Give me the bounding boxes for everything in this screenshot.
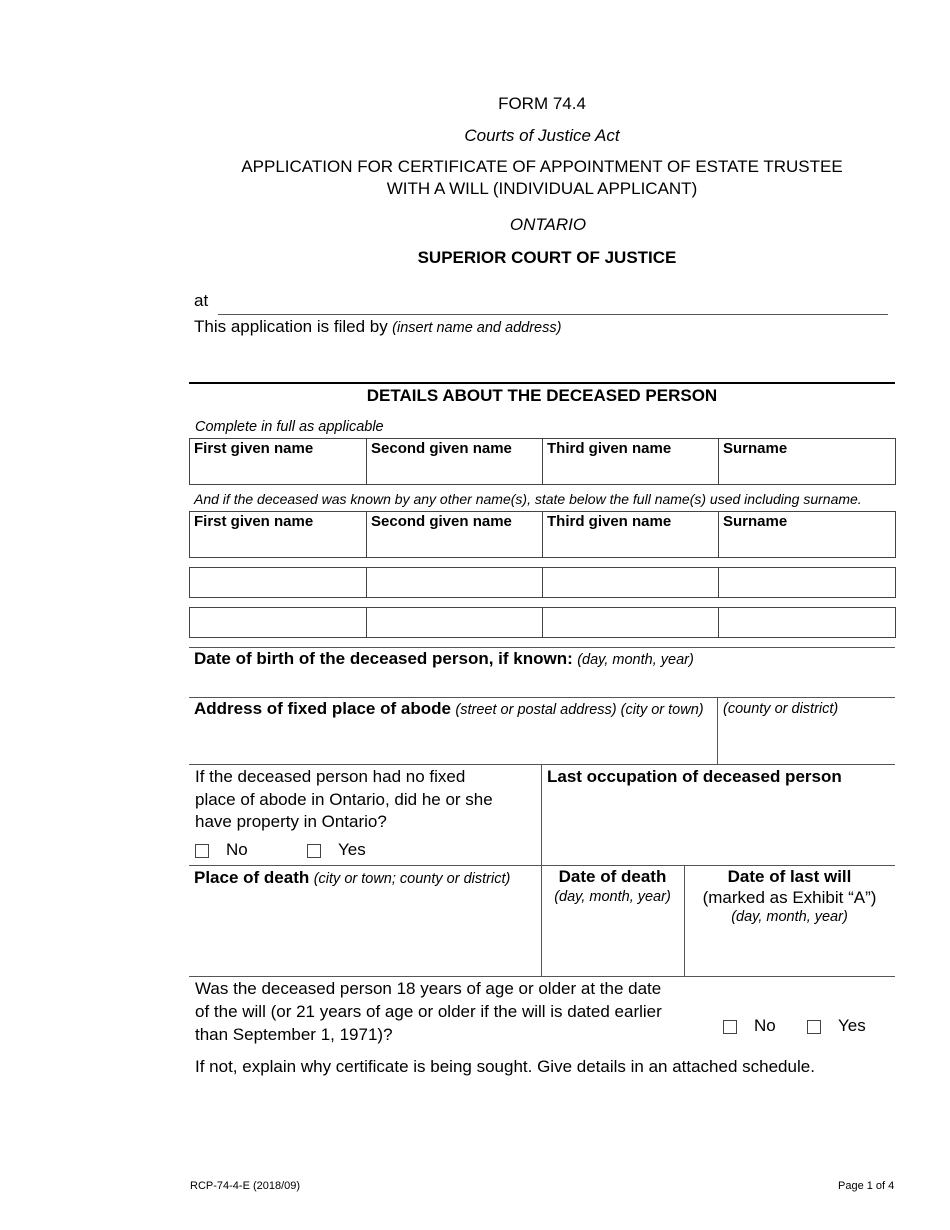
property-question-line2: place of abode in Ontario, did he or she — [195, 789, 493, 809]
place-of-death-row[interactable] — [194, 868, 510, 888]
filed-by-hint: (insert name and address) — [392, 320, 562, 336]
age-question-line2: of the will (or 21 years of age or older if the will is dated earlier — [195, 1002, 662, 1021]
last-will-exhibit: (marked as Exhibit “A”) — [702, 888, 877, 907]
court-location-line[interactable] — [218, 314, 888, 315]
page-number: Page 1 of 4 — [838, 1180, 895, 1192]
last-will-label: Date of last will — [727, 867, 852, 886]
other-names-row-3 — [189, 607, 896, 638]
court-name: SUPERIOR COURT OF JUSTICE — [417, 248, 677, 267]
col-second-given: Second given name — [371, 513, 512, 530]
age-no-label: No — [754, 1016, 776, 1035]
form-code: RCP-74-4-E (2018/09) — [190, 1180, 301, 1192]
other-surname-cell[interactable] — [719, 512, 896, 558]
names-table — [189, 438, 896, 485]
first-given-name-cell[interactable] — [190, 439, 367, 485]
death-divider — [189, 865, 895, 866]
province: ONTARIO — [509, 215, 587, 234]
age-yes-checkbox[interactable] — [807, 1020, 821, 1034]
col-first-given: First given name — [194, 513, 314, 530]
last-will-hint: (day, month, year) — [731, 909, 848, 925]
age-question-line1: Was the deceased person 18 years of age or older at the date — [195, 979, 662, 998]
last-will-block[interactable] — [684, 867, 895, 925]
property-no-label: No — [226, 840, 248, 859]
dob-divider — [189, 647, 895, 648]
dob-label: Date of birth of the deceased person, if known: — [194, 649, 573, 668]
second-given-name-cell[interactable] — [367, 439, 543, 485]
other-name-cell[interactable] — [543, 608, 719, 638]
occupation-label[interactable]: Last occupation of deceased person — [547, 767, 842, 786]
address-hint: (street or postal address) (city or town) — [455, 702, 704, 718]
place-of-death-hint: (city or town; county or district) — [313, 871, 511, 887]
complete-note: Complete in full as applicable — [195, 419, 384, 435]
age-question — [195, 977, 662, 1046]
dob-hint: (day, month, year) — [577, 652, 694, 668]
act-name: Courts of Justice Act — [464, 126, 620, 145]
filed-by-label: This application is filed by — [194, 317, 388, 336]
address-divider — [189, 697, 895, 698]
col-third-given: Third given name — [547, 513, 672, 530]
section-title: DETAILS ABOUT THE DECEASED PERSON — [366, 386, 718, 405]
form-title-line2: WITH A WILL (INDIVIDUAL APPLICANT) — [386, 179, 698, 198]
third-given-name-cell[interactable] — [543, 439, 719, 485]
col-second-given: Second given name — [371, 440, 512, 457]
address-row[interactable] — [194, 699, 704, 719]
section-divider — [189, 382, 895, 384]
other-name-cell[interactable] — [719, 568, 896, 598]
other-third-given-name-cell[interactable] — [543, 512, 719, 558]
date-of-death-label: Date of death — [558, 867, 667, 886]
other-second-given-name-cell[interactable] — [367, 512, 543, 558]
other-name-cell[interactable] — [190, 568, 367, 598]
other-first-given-name-cell[interactable] — [190, 512, 367, 558]
explain-note: If not, explain why certificate is being sought. Give details in an attached schedule. — [195, 1057, 815, 1076]
age-no-checkbox[interactable] — [723, 1020, 737, 1034]
filed-by-row — [194, 317, 561, 337]
property-divider — [189, 764, 895, 765]
property-yes-label: Yes — [338, 840, 366, 859]
age-yes-label: Yes — [838, 1016, 866, 1035]
other-name-cell[interactable] — [719, 608, 896, 638]
property-question-line1: If the deceased person had no fixed — [195, 767, 466, 786]
form-number: FORM 74.4 — [498, 94, 586, 113]
col-surname: Surname — [723, 440, 788, 457]
other-name-cell[interactable] — [367, 568, 543, 598]
col-first-given: First given name — [194, 440, 314, 457]
at-label: at — [194, 291, 209, 310]
other-name-cell[interactable] — [543, 568, 719, 598]
other-names-row-2 — [189, 567, 896, 598]
surname-cell[interactable] — [719, 439, 896, 485]
date-of-death-block[interactable] — [541, 867, 684, 905]
dob-row[interactable] — [194, 649, 694, 669]
property-no-checkbox[interactable] — [195, 844, 209, 858]
county-hint[interactable]: (county or district) — [723, 701, 839, 717]
other-name-cell[interactable] — [367, 608, 543, 638]
property-question-line3: have property in Ontario? — [195, 812, 387, 831]
age-question-line3: than September 1, 1971)? — [195, 1025, 393, 1044]
form-title-line1: APPLICATION FOR CERTIFICATE OF APPOINTMENT OF ESTATE TRUSTEE — [241, 157, 843, 176]
other-name-cell[interactable] — [190, 608, 367, 638]
col-third-given: Third given name — [547, 440, 672, 457]
property-yes-checkbox[interactable] — [307, 844, 321, 858]
place-of-death-label: Place of death — [194, 868, 310, 887]
address-label: Address of fixed place of abode — [194, 699, 451, 718]
col-surname: Surname — [723, 513, 788, 530]
other-names-note: And if the deceased was known by any other name(s), state below the full name(s) used including surname. — [194, 491, 862, 507]
date-of-death-hint: (day, month, year) — [554, 889, 671, 905]
address-col-divider — [717, 697, 718, 764]
other-names-table — [189, 511, 896, 558]
property-question — [195, 766, 493, 834]
